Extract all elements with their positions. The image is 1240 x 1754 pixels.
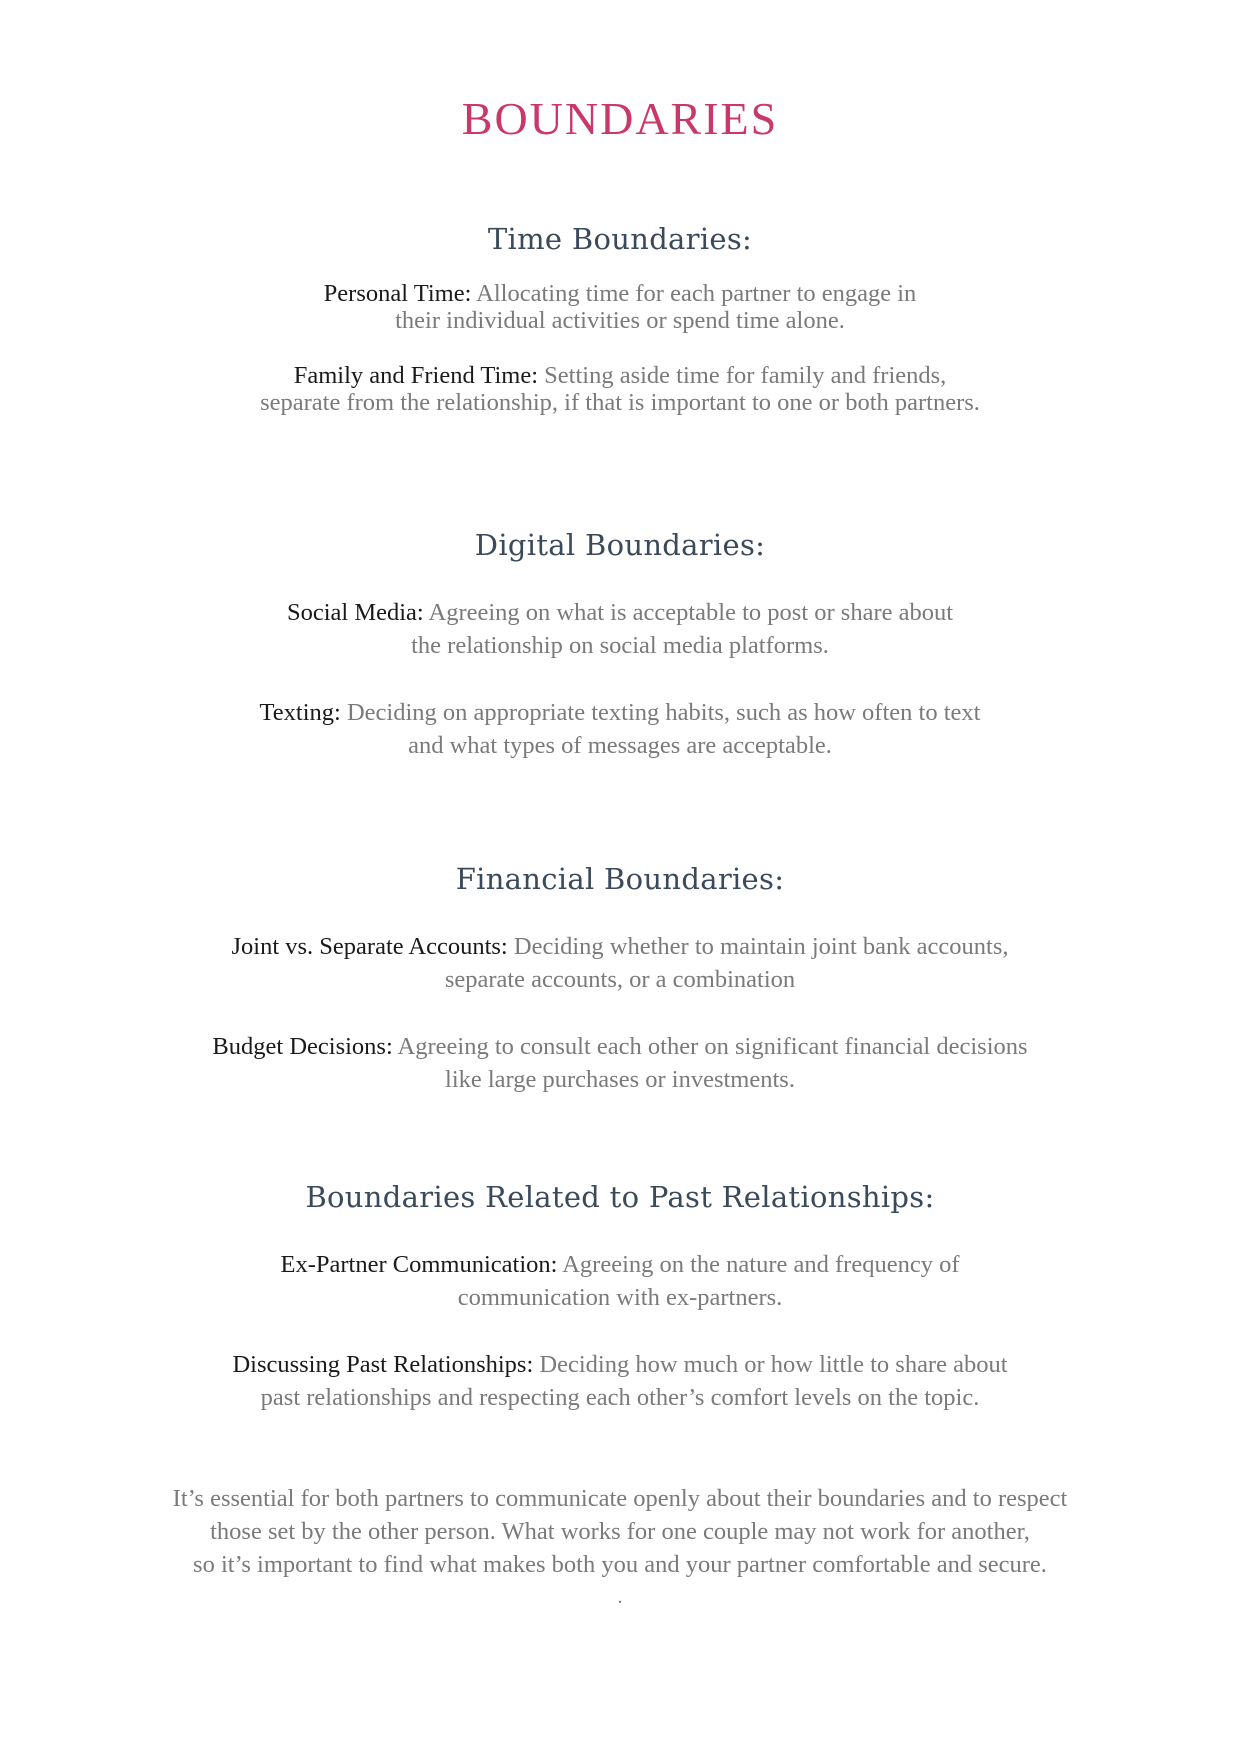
item-term: Discussing Past Relationships: xyxy=(232,1351,534,1378)
closing-paragraph xyxy=(60,1482,1180,1581)
section-heading-past-relationships: Boundaries Related to Past Relationships: xyxy=(305,1180,935,1214)
item-text-line2: and what types of messages are acceptable. xyxy=(408,732,832,759)
closing-line3: so it’s important to find what makes both you and your partner comfortable and secure. xyxy=(193,1551,1047,1578)
item-ex-partner-communication xyxy=(100,1248,1140,1314)
item-text-line1: Agreeing to consult each other on significant financial decisions xyxy=(397,1033,1028,1060)
item-discussing-past-relationships xyxy=(100,1348,1140,1414)
item-texting xyxy=(100,696,1140,762)
item-text-line1: Agreeing on the nature and frequency of xyxy=(562,1251,960,1278)
item-text-line2: past relationships and respecting each other’s comfort levels on the topic. xyxy=(260,1384,980,1411)
closing-line2: those set by the other person. What works for one couple may not work for another, xyxy=(210,1518,1030,1545)
section-heading-digital: Digital Boundaries: xyxy=(474,528,766,562)
item-term: Personal Time: xyxy=(323,280,472,307)
item-text-line2: separate from the relationship, if that is important to one or both partners. xyxy=(260,389,980,416)
item-family-friend-time xyxy=(100,362,1140,416)
item-term: Ex-Partner Communication: xyxy=(280,1251,558,1278)
page-title: BOUNDARIES xyxy=(461,93,779,144)
trailing-mark: . xyxy=(617,1586,623,1608)
item-social-media xyxy=(100,596,1140,662)
item-term: Budget Decisions: xyxy=(212,1033,393,1060)
item-term: Family and Friend Time: xyxy=(293,362,539,389)
item-term: Social Media: xyxy=(286,599,424,626)
item-text-line2: separate accounts, or a combination xyxy=(444,966,796,993)
section-heading-financial: Financial Boundaries: xyxy=(455,862,785,896)
section-heading-time: Time Boundaries: xyxy=(487,222,753,256)
item-text-line2: communication with ex-partners. xyxy=(457,1284,783,1311)
item-text-line2: like large purchases or investments. xyxy=(445,1066,795,1093)
item-text-line1: Deciding on appropriate texting habits, such as how often to text xyxy=(346,699,981,726)
item-text-line2: their individual activities or spend time alone. xyxy=(395,307,845,334)
item-text-line1: Deciding whether to maintain joint bank accounts, xyxy=(513,933,1009,960)
item-text-line1: Setting aside time for family and friends, xyxy=(544,362,947,389)
item-personal-time xyxy=(100,280,1140,334)
item-budget-decisions xyxy=(100,1030,1140,1096)
item-joint-separate-accounts xyxy=(100,930,1140,996)
item-text-line1: Allocating time for each partner to engage in xyxy=(476,280,917,307)
item-term: Joint vs. Separate Accounts: xyxy=(231,933,508,960)
item-text-line1: Deciding how much or how little to share about xyxy=(539,1351,1008,1378)
item-term: Texting: xyxy=(259,699,341,726)
item-text-line2: the relationship on social media platforms. xyxy=(411,632,829,659)
closing-line1: It’s essential for both partners to communicate openly about their boundaries and to respect xyxy=(172,1485,1068,1512)
item-text-line1: Agreeing on what is acceptable to post or share about xyxy=(428,599,954,626)
